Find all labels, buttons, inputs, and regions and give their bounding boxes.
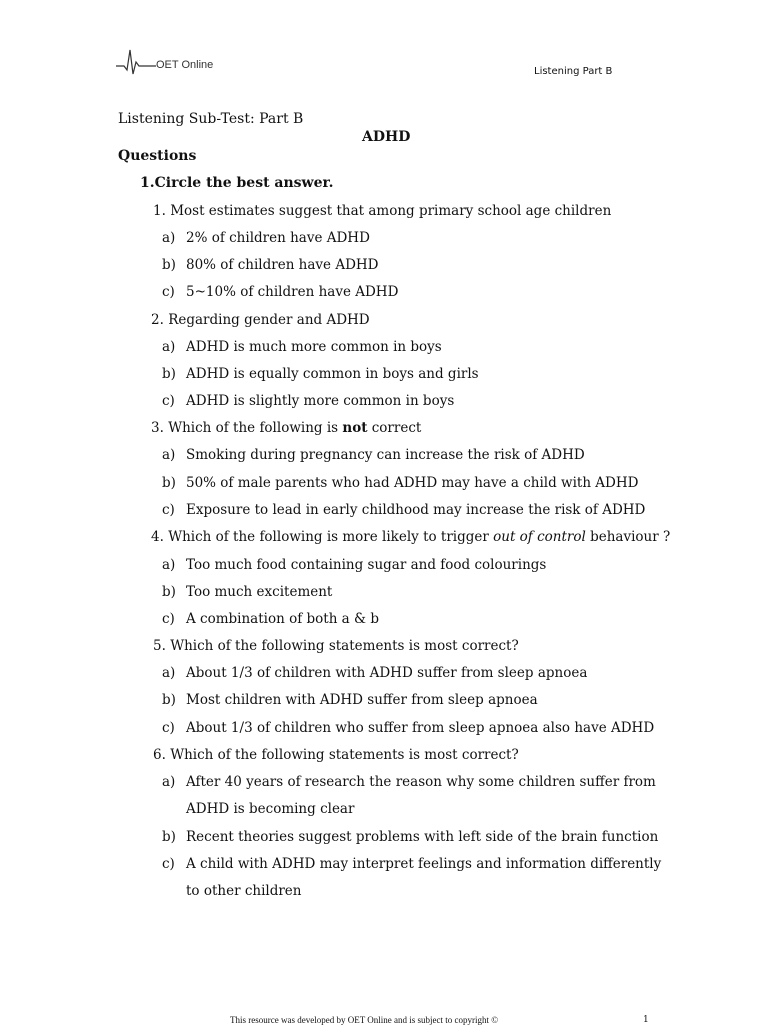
option-2c [162, 393, 175, 409]
questions-heading: Questions [118, 148, 197, 164]
option-letter: b) [162, 257, 176, 273]
option-letter: b) [162, 366, 176, 382]
option-3b [162, 475, 176, 491]
option-5a-text: About 1/3 of children with ADHD suffer from sleep apnoea [186, 665, 588, 681]
option-1c [162, 284, 175, 300]
option-letter: b) [162, 692, 176, 708]
option-2a-text: ADHD is much more common in boys [186, 339, 442, 355]
question-text: Which of the following is [168, 420, 343, 436]
question-emphasis: not [342, 420, 368, 436]
logo-text: OET Online [156, 59, 214, 71]
option-1a-text: 2% of children have ADHD [186, 230, 370, 246]
option-6c-text: A child with ADHD may interpret feelings and information differently [186, 856, 662, 872]
question-number: 3. [151, 420, 164, 436]
option-6c-text-cont: to other children [186, 883, 302, 899]
option-6c [162, 856, 175, 872]
option-4b [162, 584, 176, 600]
option-5c [162, 720, 175, 736]
option-letter: a) [162, 339, 176, 355]
option-3c-text: Exposure to lead in early childhood may increase the risk of ADHD [186, 502, 646, 518]
option-5b-text: Most children with ADHD suffer from sleep apnoea [186, 692, 538, 708]
option-2b [162, 366, 176, 382]
option-2b-text: ADHD is equally common in boys and girls [186, 366, 479, 382]
question-6 [153, 747, 519, 763]
option-letter: a) [162, 230, 176, 246]
question-1 [153, 203, 611, 219]
option-2c-text: ADHD is slightly more common in boys [186, 393, 455, 409]
option-5c-text: About 1/3 of children who suffer from sleep apnoea also have ADHD [186, 720, 655, 736]
option-1a [162, 230, 175, 246]
heartbeat-icon [116, 44, 156, 80]
question-3 [151, 420, 421, 436]
question-text-end: correct [367, 420, 422, 436]
section-label: Listening Part B [534, 66, 613, 77]
option-letter: b) [162, 475, 176, 491]
question-text: Regarding gender and ADHD [168, 312, 370, 328]
option-1b-text: 80% of children have ADHD [186, 257, 379, 273]
option-letter: c) [162, 611, 175, 627]
question-4 [151, 529, 670, 545]
option-4a [162, 557, 175, 573]
option-letter: a) [162, 447, 176, 463]
oet-online-logo [116, 44, 226, 80]
question-number: 1. [153, 203, 166, 219]
option-1c-text: 5~10% of children have ADHD [186, 284, 399, 300]
page-title: Listening Sub-Test: Part B [118, 111, 304, 127]
option-3a-text: Smoking during pregnancy can increase the risk of ADHD [186, 447, 585, 463]
question-5 [153, 638, 519, 654]
option-4c-text: A combination of both a & b [186, 611, 379, 627]
option-letter: a) [162, 665, 176, 681]
option-6a-text-cont: ADHD is becoming clear [186, 801, 355, 817]
option-3b-text: 50% of male parents who had ADHD may have a child with ADHD [186, 475, 639, 491]
question-number: 6. [153, 747, 166, 763]
question-text: Which of the following is more likely to trigger [168, 529, 494, 545]
option-letter: c) [162, 502, 175, 518]
option-6a-text: After 40 years of research the reason why some children suffer from [186, 774, 656, 790]
question-text: Which of the following statements is most correct? [170, 638, 519, 654]
option-letter: c) [162, 720, 175, 736]
topic-heading: ADHD [362, 129, 411, 145]
question-2 [151, 312, 370, 328]
option-letter: b) [162, 829, 176, 845]
option-letter: c) [162, 284, 175, 300]
question-number: 4. [151, 529, 164, 545]
option-4a-text: Too much food containing sugar and food colourings [186, 557, 547, 573]
option-5b [162, 692, 176, 708]
option-letter: c) [162, 856, 175, 872]
option-letter: a) [162, 557, 176, 573]
question-emphasis: out of control [493, 529, 586, 545]
question-text: Most estimates suggest that among primary school age children [170, 203, 612, 219]
question-number: 5. [153, 638, 166, 654]
option-6a [162, 774, 175, 790]
copyright-footer: This resource was developed by OET Online and is subject to copyright © [230, 1015, 499, 1025]
option-6b [162, 829, 176, 845]
page-number: 1 [643, 1015, 649, 1025]
option-letter: b) [162, 584, 176, 600]
question-number: 2. [151, 312, 164, 328]
option-letter: a) [162, 774, 176, 790]
option-letter: c) [162, 393, 175, 409]
option-2a [162, 339, 175, 355]
question-text-end: behaviour ? [585, 529, 671, 545]
option-6b-text: Recent theories suggest problems with left side of the brain function [186, 829, 659, 845]
option-4b-text: Too much excitement [186, 584, 333, 600]
option-4c [162, 611, 175, 627]
instruction: 1.Circle the best answer. [140, 175, 334, 191]
option-3c [162, 502, 175, 518]
option-1b [162, 257, 176, 273]
question-text: Which of the following statements is most correct? [170, 747, 519, 763]
option-5a [162, 665, 175, 681]
option-3a [162, 447, 175, 463]
